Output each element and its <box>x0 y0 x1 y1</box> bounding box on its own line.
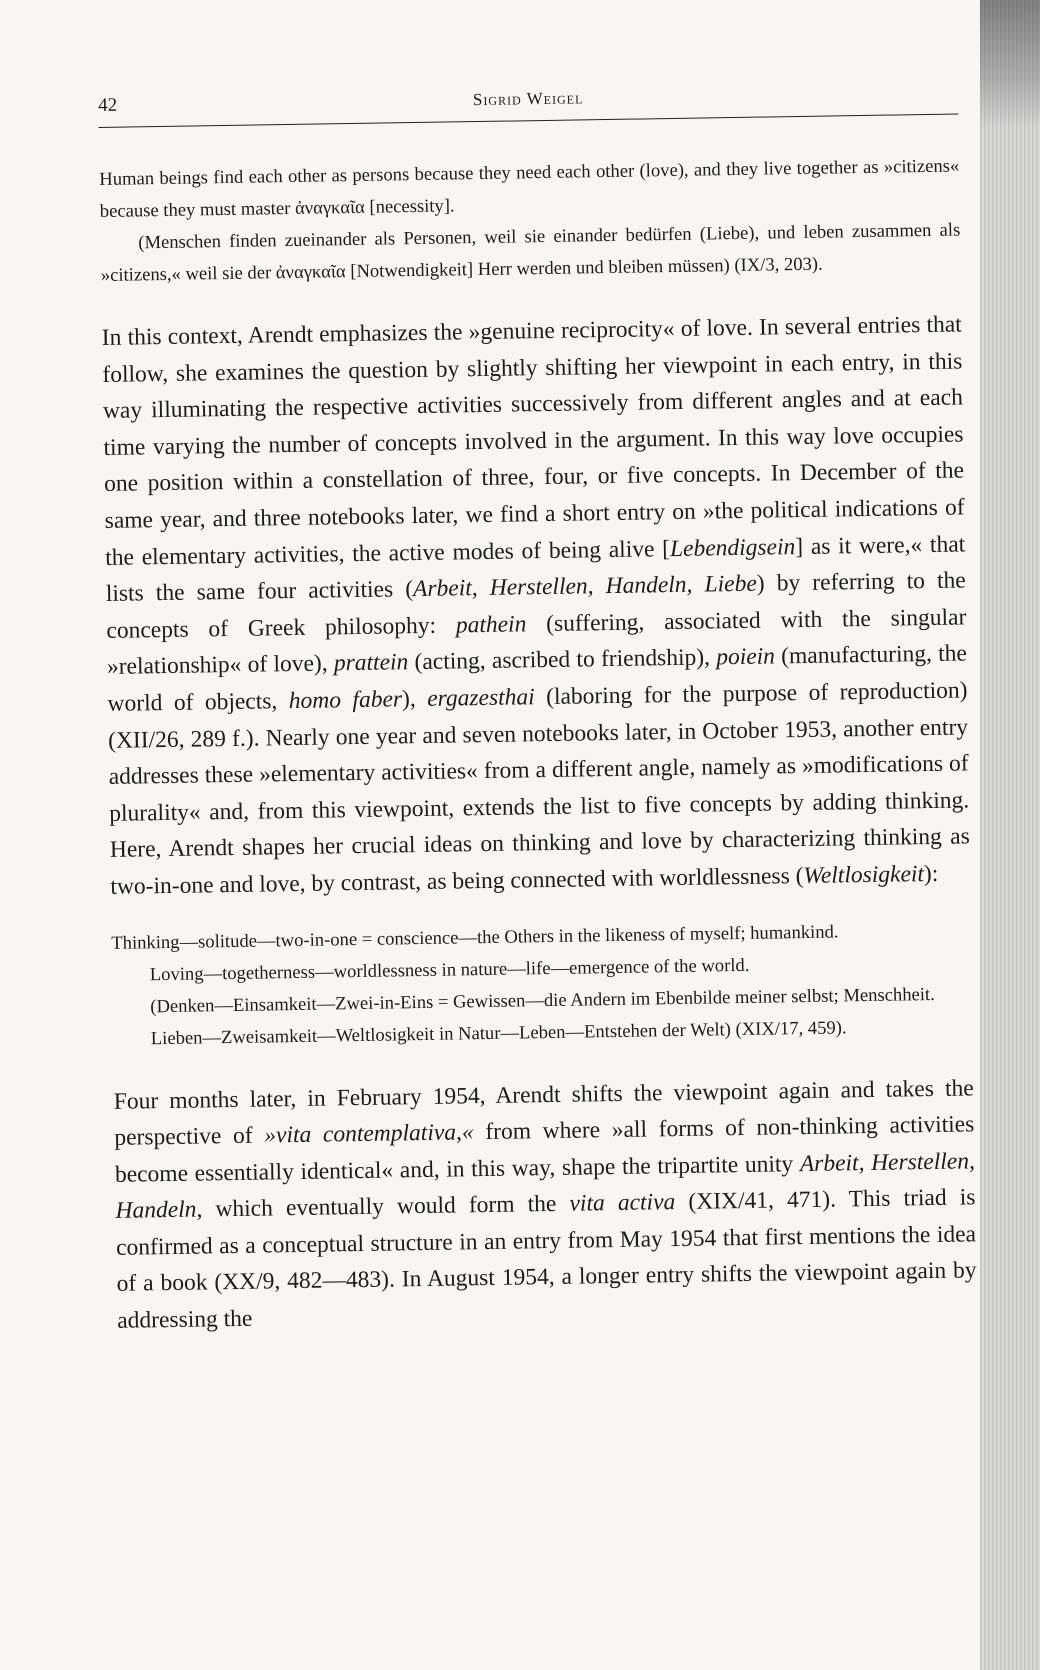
page-content <box>98 81 977 1339</box>
quote-line-thinking: Thinking—solitude—two-in-one = conscience—the Others in the likeness of myself; humankind. <box>111 920 839 954</box>
paragraph-reciprocity <box>102 306 971 905</box>
paragraph-text: Four months later, in February 1954, Arendt shifts the viewpoint again and takes the perspective of »vita contemplativa,« from where »all forms of non-thinking activities become essentially identical« and, in this way, shape the tripartite unity Arbeit, Herstellen, Handeln, which eventually would form the vita activa (XIX/41, 471). This triad is confirmed as a conceptual structure in an entry from May 1954 that first mentions the idea of a book (XX/9, 482—483). In August 1954, a longer entry shifts the viewpoint again by addressing the <box>113 1074 977 1334</box>
quote-line-loving: Loving—togetherness—worldlessness in nature—life—emergence of the world. <box>149 954 750 985</box>
paragraph-vita-contemplativa <box>114 1070 978 1340</box>
page-header <box>98 81 958 128</box>
block-quote-love-necessity <box>99 150 961 291</box>
quote-line-denken: (Denken—Einsamkeit—Zwei-in-Eins = Gewissen—die Andern im Ebenbilde meiner selbst; Menschheit. <box>150 983 935 1017</box>
quote-english: Human beings find each other as persons because they need each other (love), and they live together as »citizens« because they must master ἀναγκαῖα [necessity]. <box>99 155 960 222</box>
quote-line-lieben: Lieben—Zweisamkeit—Weltlosigkeit in Natur—Leben—Entstehen der Welt) (XIX/17, 459). <box>150 1016 847 1049</box>
paragraph-text: In this context, Arendt emphasizes the »genuine reciprocity« of love. In several entries that follow, she examines the question by slightly shifting her viewpoint in each entry, in this way illuminating the respective activities successively from different angles and at each time varying the number of concepts involved in the argument. In this way love occupies one position within a constellation of three, four, or five concepts. In December of the same year, and three notebooks later, we find a short entry on »the political indications of the elementary activities, the active modes of being alive [Lebendigsein] as it were,« that lists the same four activities (Arbeit, Herstellen, Handeln, Liebe) by referring to the concepts of Greek philosophy: pathein (suffering, associated with the singular »relationship« of love), prattein (acting, ascribed to friendship), poiein (manufacturing, the world of objects, homo faber), ergazesthai (laboring for the purpose of reproduction) (XII/26, 289 f.). Nearly one year and seven notebooks later, in October 1953, another entry addresses these »elementary activities« from a different angle, namely as »modifications of plurality« and, from this viewpoint, extends the list to five concepts by adding thinking. Here, Arendt shapes her crucial ideas on thinking and love by characterizing thinking as two-in-one and love, by contrast, as being connected with worldlessness (Weltlosigkeit): <box>101 311 970 900</box>
quote-german: (Menschen finden zueinander als Personen, weil sie einander bedürfen (Liebe), und leben zusammen als »citizens,« weil sie der ἀναγκαῖα [Notwendigkeit] Herr werden und bleiben müssen) (IX/3, 203). <box>100 219 961 286</box>
page-edge-shadow <box>980 0 1040 1670</box>
page-edge-dark-corner <box>980 0 1040 130</box>
running-head: Sigrid Weigel <box>472 88 584 110</box>
block-quote-thinking-loving <box>111 914 973 1055</box>
page-number: 42 <box>98 94 118 116</box>
